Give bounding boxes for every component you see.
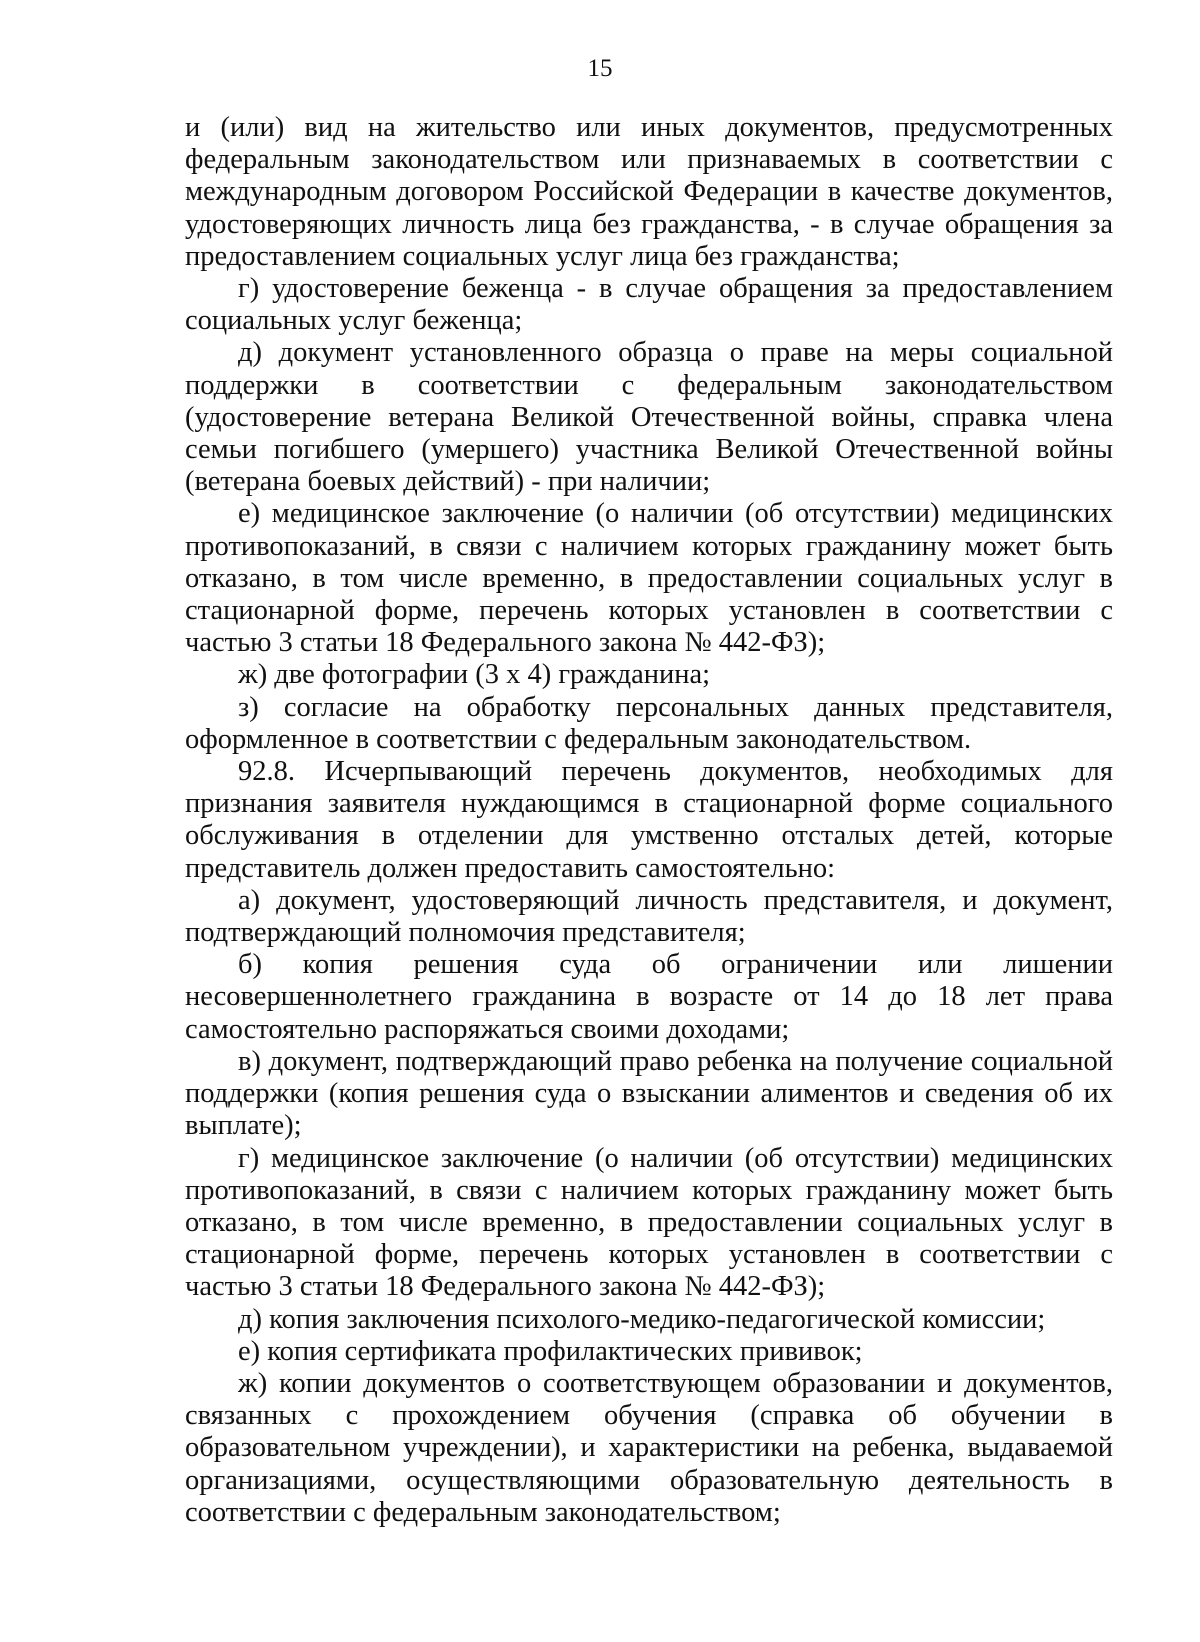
paragraph-item-d-commission: д) копия заключения психолого-медико-педагогической комиссии; (238, 1303, 1046, 1335)
paragraph-item-zh-photos: ж) две фотографии (3 х 4) гражданина; (238, 659, 711, 691)
page-number: 15 (587, 55, 613, 82)
paragraph-continuation: и (или) вид на жительство или иных документов, предусмотренных федеральным законодательством или признаваемых в соответствии с международным договором Российской Федерации в качестве документов, удостоверяющих личность лица без гражданства, - в случае обращения за предоставлением социальных услуг лица без гражданства; (185, 112, 1113, 272)
paragraph-item-d-social-support: д) документ установленного образца о праве на меры социальной поддержки в соответствии с федеральным законодательством (удостоверение ветерана Великой Отечественной войны, справка члена семьи погибшего (умершего) участника Великой Отечественной войны (ветерана боевых действий) - при наличии; (185, 337, 1113, 498)
paragraph-item-g-medical: г) медицинское заключение (о наличии (об отсутствии) медицинских противопоказаний, в связи с наличием которых гражданину может быть отказано, в том числе временно, в предоставлении социальных услуг в стационарной форме, перечень которых установлен в соответствии с частью 3 статьи 18 Федерального закона № 442-ФЗ); (185, 1142, 1113, 1303)
paragraph-item-a-identity: а) документ, удостоверяющий личность представителя, и документ, подтверждающий полномочия представителя; (185, 884, 1113, 949)
paragraph-item-b-court: б) копия решения суда об ограничении или лишении несовершеннолетнего гражданина в возрасте от 14 до 18 лет права самостоятельно распоряжаться своими доходами; (185, 949, 1113, 1045)
paragraph-item-e-vaccination: е) копия сертификата профилактических прививок; (238, 1335, 863, 1367)
paragraph-item-e-medical: е) медицинское заключение (о наличии (об отсутствии) медицинских противопоказаний, в связи с наличием которых гражданину может быть отказано, в том числе временно, в предоставлении социальных услуг в стационарной форме, перечень которых установлен в соответствии с частью 3 статьи 18 Федерального закона № 442-ФЗ); (185, 498, 1113, 659)
paragraph-item-zh-education: ж) копии документов о соответствующем образовании и документов, связанных с прохождением обучения (справка об обучении в образовательном учреждении), и характеристики на ребенка, выдаваемой организациями, осуществляющими образовательную деятельность в соответствии с федеральным законодательством; (185, 1367, 1113, 1528)
document-body (185, 112, 1113, 1529)
paragraph-item-v-child-support: в) документ, подтверждающий право ребенка на получение социальной поддержки (копия решения суда о взыскании алиментов и сведения об их выплате); (185, 1045, 1113, 1142)
paragraph-section-92-8: 92.8. Исчерпывающий перечень документов, необходимых для признания заявителя нуждающимся в стационарной форме социального обслуживания в отделении для умственно отсталых детей, которые представитель должен предоставить самостоятельно: (185, 756, 1113, 884)
paragraph-item-g-refugee: г) удостоверение беженца - в случае обращения за предоставлением социальных услуг беженца; (185, 273, 1113, 337)
paragraph-item-z-consent: з) согласие на обработку персональных данных представителя, оформленное в соответствии с федеральным законодательством. (185, 691, 1113, 755)
